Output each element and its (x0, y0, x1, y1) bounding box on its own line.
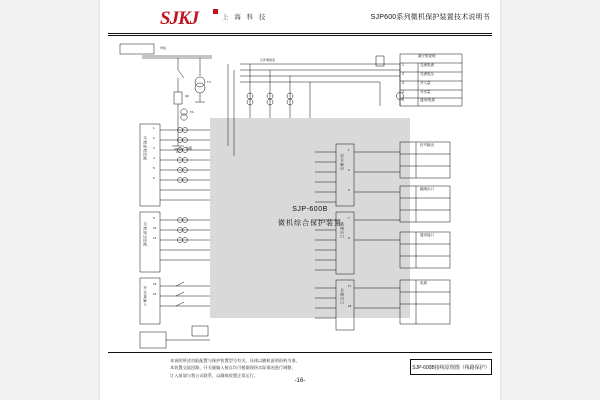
footer-note-line-0: 本说明所述功能配置与保护装置型号有关，具体以随机说明资料为准。 (170, 358, 300, 363)
top-table-cell-3-0: 4 (402, 90, 404, 94)
company-name-cn: 上 海 科 技 (222, 14, 268, 21)
left-terminal-8: 11 (153, 236, 157, 240)
schematic-drawing (100, 36, 500, 352)
pt-label: TV (207, 80, 211, 84)
left-group-label-1: 交流电压回路 (143, 222, 148, 247)
top-table-cell-1-1: 交流电压 (420, 72, 434, 76)
logo-mark-icon (213, 9, 218, 14)
footer-rule (108, 352, 492, 353)
left-terminal-10: 16 (153, 292, 157, 296)
right-box-caption-1: 跳闸出口 (420, 187, 434, 191)
bottom-table-title: 元件明细表 (260, 58, 276, 62)
right-terminal-1: 2 (348, 168, 350, 172)
busbar-label: 母线 (160, 46, 167, 50)
ct-label: TA (190, 110, 194, 114)
breaker-label: QF (185, 94, 190, 98)
right-group-label-1: 跳闸出口 (340, 222, 345, 239)
right-terminal-6: 18 (348, 304, 352, 308)
top-table-cell-4-0: 5 (402, 98, 404, 102)
right-group-label-0: 信号输出 (340, 154, 345, 171)
company-logo: SJKJ (160, 8, 199, 29)
top-table-cell-0-0: 1 (402, 63, 404, 67)
footer-note (170, 357, 400, 379)
right-box-caption-2: 通讯接口 (420, 233, 434, 237)
right-terminal-5: 17 (348, 284, 352, 288)
top-table-cell-0-1: 交流电流 (420, 63, 434, 67)
top-table-title: 端子排说明 (418, 54, 436, 58)
footer-note-line-2: 订入前请与我公司联系，以确保装置正常运行。 (170, 372, 258, 378)
page-number: -16- (294, 378, 306, 384)
figure-caption: SJP-600B接线原理图（线路保护） (410, 359, 492, 375)
left-group-label-2: 开关量输入 (143, 286, 148, 307)
top-table-cell-2-0: 3 (402, 81, 404, 85)
left-terminal-0: 1 (153, 126, 155, 130)
device-label: SJP-600B 微机综合保护装置 (278, 206, 342, 227)
schematic-lines (100, 36, 500, 352)
right-terminal-4: 8 (348, 236, 350, 240)
left-terminal-5: 6 (153, 176, 155, 180)
top-table-cell-1-0: 2 (402, 72, 404, 76)
header-rule-top (108, 33, 492, 34)
top-table-cell-4-1: 通讯/电源 (420, 98, 435, 102)
top-table-cell-3-1: 开出量 (420, 90, 431, 94)
left-terminal-3: 4 (153, 156, 155, 160)
left-terminal-6: 9 (153, 216, 155, 220)
document-page (100, 0, 500, 400)
right-terminal-2: 3 (348, 188, 350, 192)
left-group-label-0: 交流电流回路 (143, 136, 148, 161)
document-title: SJP600系列微机保护装置技术说明书 (370, 14, 490, 21)
left-terminal-4: 5 (153, 166, 155, 170)
right-box-caption-0: 信号输出 (420, 143, 434, 147)
right-group-label-2: 合闸出口 (340, 288, 345, 305)
left-terminal-7: 10 (153, 226, 157, 230)
load-label: 线路 (186, 146, 193, 150)
top-table-cell-2-1: 开入量 (420, 81, 431, 85)
left-terminal-1: 2 (153, 136, 155, 140)
footer-note-line-1: 本装置交流回路、开关量输入接点均可根据现场实际情况进行调整， (170, 365, 296, 371)
right-box-caption-3: 电源 (420, 281, 427, 285)
page-header (100, 0, 500, 34)
left-terminal-2: 3 (153, 146, 155, 150)
left-terminal-9: 15 (153, 282, 157, 286)
right-terminal-3: 7 (348, 216, 350, 220)
right-terminal-0: 1 (348, 148, 350, 152)
